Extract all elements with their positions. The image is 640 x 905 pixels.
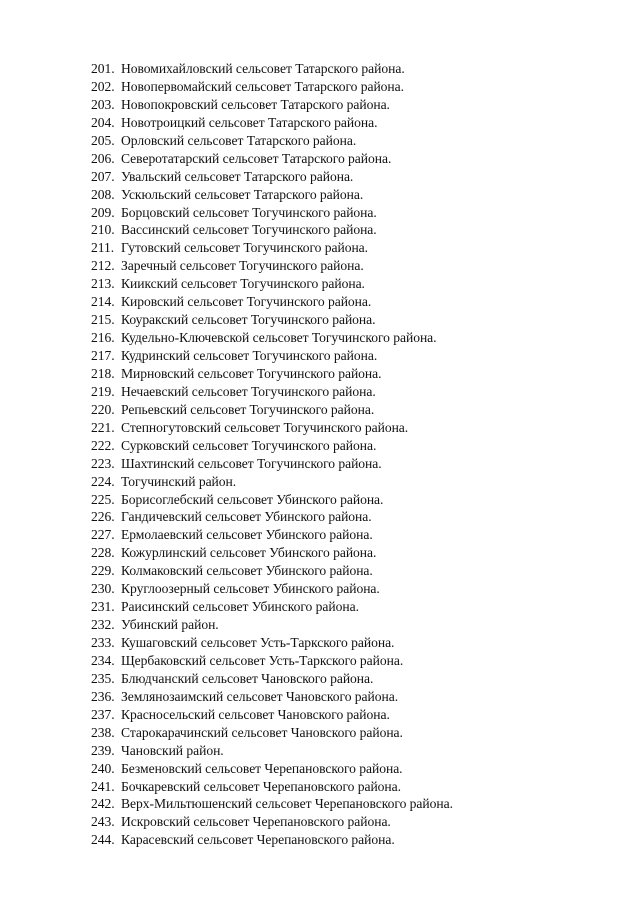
- list-item: [91, 186, 453, 204]
- item-number: 207.: [91, 168, 115, 184]
- item-text: Сурковский сельсовет Тогучинского района.: [121, 437, 377, 453]
- item-text: Щербаковский сельсовет Усть-Таркского района.: [121, 652, 404, 668]
- item-number: 208.: [91, 186, 115, 202]
- item-number: 231.: [91, 599, 115, 615]
- item-text: Искровский сельсовет Черепановского района.: [121, 814, 391, 830]
- list-item: [91, 114, 453, 132]
- item-number: 223.: [91, 455, 115, 471]
- item-text: Землянозаимский сельсовет Чановского района.: [121, 688, 399, 704]
- item-text: Гутовский сельсовет Тогучинского района.: [121, 240, 369, 256]
- item-number: 233.: [91, 635, 115, 650]
- item-number: 230.: [91, 581, 115, 597]
- item-number: 205.: [91, 132, 115, 148]
- list-item: [91, 437, 453, 455]
- item-number: 217.: [91, 348, 115, 363]
- item-text: Чановский район.: [121, 742, 224, 758]
- list-item: [91, 831, 453, 849]
- item-number: 215.: [91, 312, 115, 328]
- item-text: Новотроицкий сельсовет Татарского района.: [121, 114, 378, 130]
- item-number: 229.: [91, 563, 115, 579]
- item-number: 202.: [91, 78, 115, 94]
- item-number: 224.: [91, 473, 115, 489]
- list-item: [91, 724, 453, 742]
- list-item: [91, 329, 453, 347]
- list-item: [91, 544, 453, 562]
- item-number: 235.: [91, 670, 115, 686]
- list-item: [91, 60, 453, 78]
- list-item: [91, 221, 453, 239]
- item-text: Карасевский сельсовет Черепановского района.: [121, 832, 395, 848]
- item-text: Верх-Мильтюшенский сельсовет Черепановского района.: [121, 796, 453, 812]
- item-number: 227.: [91, 527, 115, 543]
- list-item: [91, 132, 453, 150]
- item-number: 210.: [91, 222, 115, 238]
- list-item: [91, 688, 453, 706]
- list-item: [91, 168, 453, 186]
- item-number: 241.: [91, 778, 115, 794]
- item-text: Красносельский сельсовет Чановского района.: [121, 706, 390, 722]
- item-text: Безменовский сельсовет Черепановского района.: [121, 760, 403, 776]
- list-item: [91, 311, 453, 329]
- item-text: Увальский сельсовет Татарского района.: [121, 168, 354, 184]
- item-number: 220.: [91, 401, 115, 417]
- item-text: Гандичевский сельсовет Убинского района.: [121, 509, 372, 525]
- list-item: [91, 652, 453, 670]
- list-item: [91, 239, 453, 257]
- numbered-list: [91, 60, 453, 849]
- item-number: 206.: [91, 150, 115, 166]
- item-number: 244.: [91, 832, 115, 848]
- item-number: 222.: [91, 437, 115, 453]
- item-number: 237.: [91, 706, 115, 722]
- item-text: Степногутовский сельсовет Тогучинского района.: [121, 419, 409, 435]
- item-number: 221.: [91, 419, 115, 435]
- list-item: [91, 760, 453, 778]
- list-item: [91, 742, 453, 760]
- list-item: [91, 275, 453, 293]
- list-item: [91, 383, 453, 401]
- item-text: Ермолаевский сельсовет Убинского района.: [121, 527, 373, 543]
- item-text: Киикский сельсовет Тогучинского района.: [121, 276, 365, 292]
- item-number: 228.: [91, 545, 115, 561]
- item-text: Шахтинский сельсовет Тогучинского района.: [121, 455, 382, 471]
- item-number: 225.: [91, 491, 115, 507]
- list-item: [91, 526, 453, 544]
- item-text: Убинский район.: [121, 617, 219, 633]
- item-number: 243.: [91, 814, 115, 830]
- item-number: 216.: [91, 330, 115, 346]
- item-text: Борцовский сельсовет Тогучинского района.: [121, 204, 377, 220]
- list-item: [91, 257, 453, 275]
- item-number: 236.: [91, 688, 115, 704]
- item-number: 209.: [91, 204, 115, 220]
- item-text: Северотатарский сельсовет Татарского района.: [121, 150, 392, 166]
- list-item: [91, 813, 453, 831]
- list-item: [91, 634, 453, 652]
- list-item: [91, 616, 453, 634]
- item-text: Колмаковский сельсовет Убинского района.: [121, 563, 373, 579]
- item-text: Кудринский сельсовет Тогучинского района.: [121, 348, 378, 363]
- item-text: Борисоглебский сельсовет Убинского района.: [121, 491, 384, 507]
- item-number: 238.: [91, 724, 115, 740]
- item-number: 232.: [91, 617, 115, 633]
- list-item: [91, 508, 453, 526]
- item-text: Коуракский сельсовет Тогучинского района.: [121, 312, 376, 328]
- item-text: Заречный сельсовет Тогучинского района.: [121, 258, 364, 274]
- item-text: Кожурлинский сельсовет Убинского района.: [121, 545, 377, 561]
- item-number: 203.: [91, 96, 115, 112]
- list-item: [91, 473, 453, 491]
- item-number: 201.: [91, 61, 115, 76]
- item-text: Кировский сельсовет Тогучинского района.: [121, 294, 372, 310]
- item-text: Нечаевский сельсовет Тогучинского района.: [121, 383, 376, 399]
- item-text: Кушаговский сельсовет Усть-Таркского района.: [121, 635, 395, 650]
- item-number: 240.: [91, 760, 115, 776]
- list-item: [91, 778, 453, 796]
- item-text: Блюдчанский сельсовет Чановского района.: [121, 670, 374, 686]
- list-item: [91, 598, 453, 616]
- list-item: [91, 670, 453, 688]
- item-number: 218.: [91, 365, 115, 381]
- item-text: Старокарачинский сельсовет Чановского района.: [121, 724, 403, 740]
- item-number: 211.: [91, 240, 115, 256]
- list-item: [91, 96, 453, 114]
- item-text: Кудельно-Ключевской сельсовет Тогучинского района.: [121, 330, 437, 346]
- item-number: 239.: [91, 742, 115, 758]
- item-text: Вассинский сельсовет Тогучинского района.: [121, 222, 377, 238]
- list-item: [91, 562, 453, 580]
- item-text: Бочкаревский сельсовет Черепановского района.: [121, 778, 401, 794]
- list-item: [91, 795, 453, 813]
- list-item: [91, 580, 453, 598]
- item-text: Ускюльский сельсовет Татарского района.: [121, 186, 364, 202]
- list-item: [91, 347, 453, 365]
- item-text: Раисинский сельсовет Убинского района.: [121, 599, 359, 615]
- list-item: [91, 150, 453, 168]
- item-number: 226.: [91, 509, 115, 525]
- item-number: 214.: [91, 294, 115, 310]
- item-text: Новопервомайский сельсовет Татарского района.: [121, 78, 404, 94]
- item-number: 242.: [91, 796, 115, 812]
- item-text: Репьевский сельсовет Тогучинского района.: [121, 401, 375, 417]
- item-text: Новомихайловский сельсовет Татарского района.: [121, 61, 405, 76]
- item-number: 219.: [91, 383, 115, 399]
- list-item: [91, 204, 453, 222]
- list-item: [91, 455, 453, 473]
- item-text: Круглоозерный сельсовет Убинского района.: [121, 581, 380, 597]
- list-item: [91, 293, 453, 311]
- list-item: [91, 419, 453, 437]
- list-item: [91, 401, 453, 419]
- item-text: Орловский сельсовет Татарского района.: [121, 132, 357, 148]
- list-item: [91, 491, 453, 509]
- item-number: 213.: [91, 276, 115, 292]
- item-number: 234.: [91, 652, 115, 668]
- item-number: 212.: [91, 258, 115, 274]
- item-text: Мирновский сельсовет Тогучинского района.: [121, 365, 382, 381]
- list-item: [91, 706, 453, 724]
- item-text: Тогучинский район.: [121, 473, 237, 489]
- item-number: 204.: [91, 114, 115, 130]
- list-item: [91, 78, 453, 96]
- item-text: Новопокровский сельсовет Татарского района.: [121, 96, 390, 112]
- list-item: [91, 365, 453, 383]
